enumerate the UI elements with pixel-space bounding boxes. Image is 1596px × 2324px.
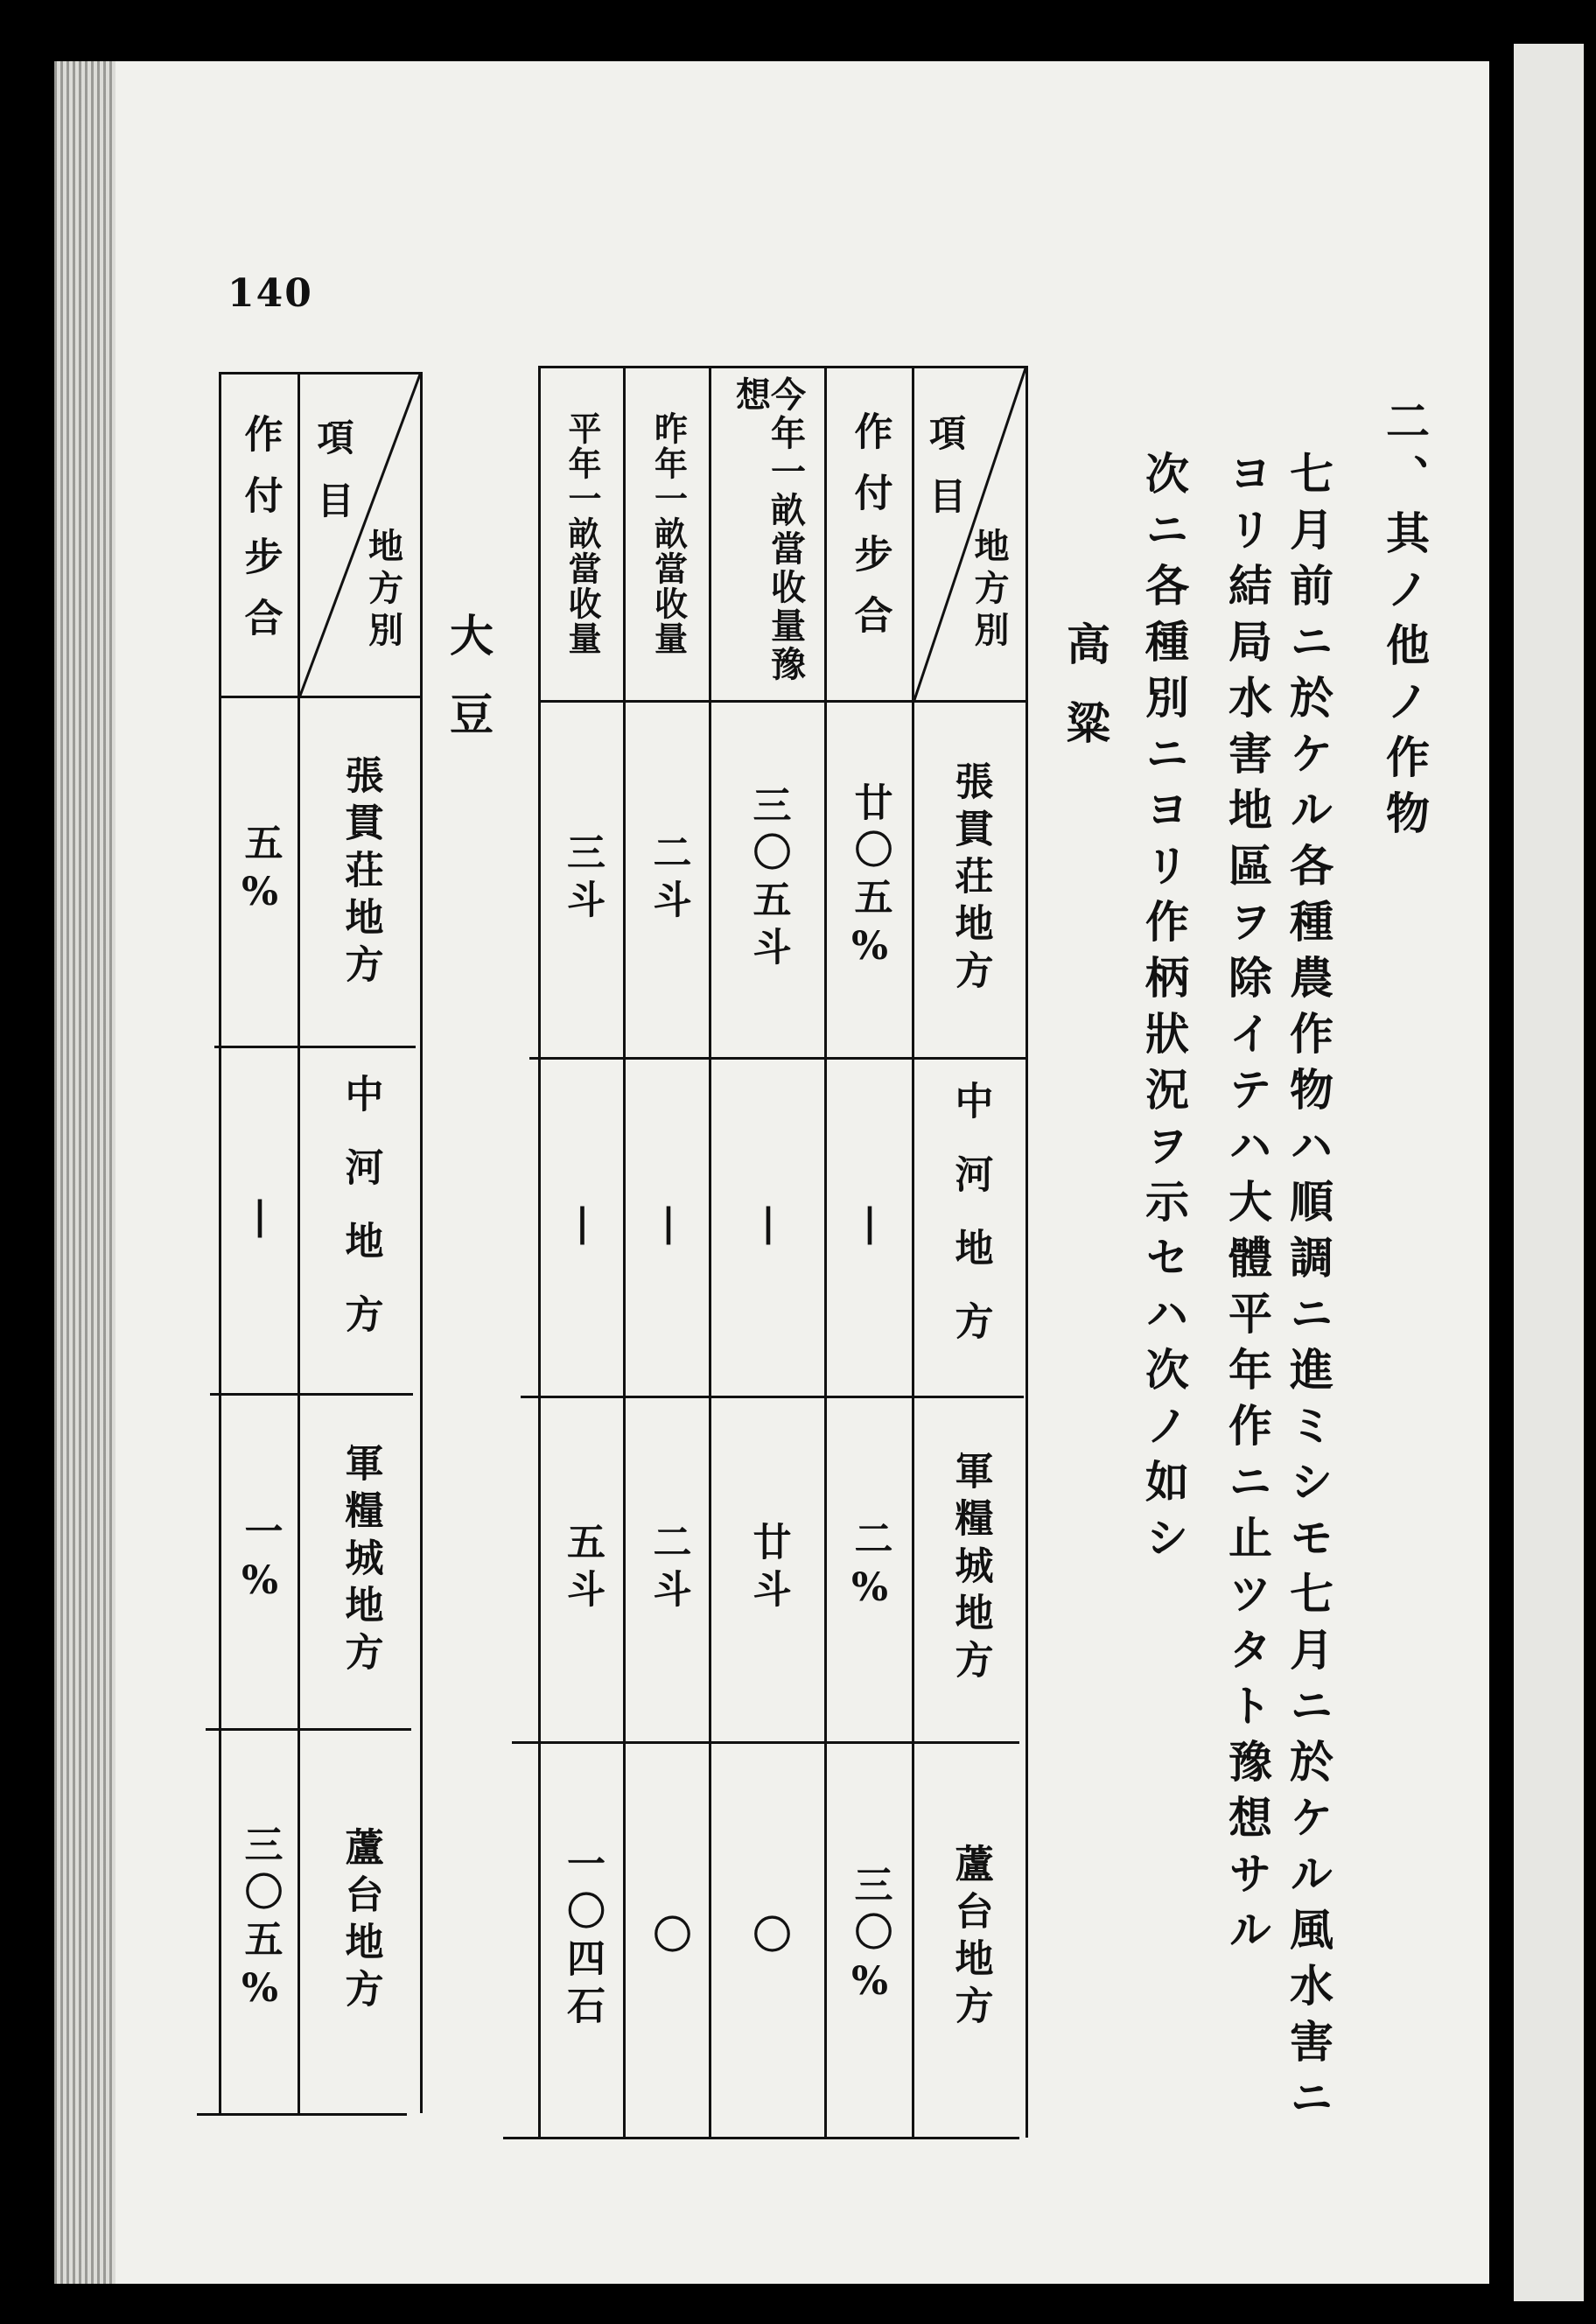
cell: | [646, 1200, 691, 1254]
body-line-3: 次ニ各種別ニヨリ作柄狀況ヲ示セハ次ノ如シ [1138, 451, 1190, 1571]
cell: 二% [847, 1518, 892, 1619]
cell: | [237, 1194, 283, 1247]
header-region: 地方別 [362, 528, 404, 654]
row-label-planting-ratio: 作付步合 [847, 411, 892, 656]
region-zhangguanzhuang: 張貫荘地方 [948, 761, 993, 998]
crop-heading-soybean: 大豆 [443, 612, 494, 770]
body-line-2: ヨリ結局水害地區ヲ除イテハ大體平年作ニ止ツタト豫想サル [1222, 451, 1273, 1963]
cell: 廿斗 [746, 1521, 791, 1616]
row-label-planting-ratio: 作付步合 [237, 413, 283, 659]
section-heading: 二、其ノ他ノ作物 [1379, 398, 1431, 846]
cell: 三斗 [560, 832, 605, 927]
region-zhonghe: 中河地方 [948, 1080, 993, 1375]
region-lutai: 蘆台地方 [338, 1827, 383, 2016]
cell: 廿〇五% [847, 781, 892, 977]
cell: 三〇% [847, 1864, 892, 2012]
facing-page-strip [1514, 44, 1584, 2301]
cell: 二斗 [646, 1521, 691, 1616]
cell: 一〇四石 [560, 1844, 605, 2033]
cell: 〇 [746, 1914, 791, 1962]
cell: | [847, 1200, 892, 1254]
crop-heading-sorghum: 高粱 [1060, 621, 1111, 779]
cell: 〇 [646, 1914, 691, 1962]
cell: 五% [237, 822, 283, 923]
region-zhonghe: 中河地方 [338, 1073, 383, 1368]
cell: 三〇五% [237, 1824, 283, 2020]
header-item: 項目 [312, 418, 355, 544]
row-label-last-year-yield: 昨年一畝當收量 [648, 411, 689, 656]
header-item: 項目 [924, 414, 967, 540]
region-zhangguanzhuang: 張貫荘地方 [338, 754, 383, 991]
cell: 二斗 [646, 832, 691, 927]
cell: 五斗 [560, 1521, 605, 1616]
row-label-this-year-yield: 今年一畝當收量豫想 [730, 376, 807, 684]
row-label-normal-yield: 平年一畝當收量 [563, 411, 602, 656]
cell: 一% [237, 1510, 283, 1612]
header-region: 地方別 [969, 528, 1010, 654]
region-lutai: 蘆台地方 [948, 1844, 993, 2033]
region-junliangcheng: 軍糧城地方 [948, 1450, 993, 1687]
cell: | [560, 1200, 605, 1254]
cell: | [746, 1200, 791, 1254]
body-line-1: 七月前ニ於ケル各種農作物ハ順調ニ進ミシモ七月ニ於ケル風水害ニ [1283, 451, 1334, 2131]
cell: 三〇五斗 [746, 785, 791, 974]
page-edge-stack [54, 61, 116, 2284]
region-junliangcheng: 軍糧城地方 [338, 1443, 383, 1679]
page-number: 140 [228, 271, 313, 316]
